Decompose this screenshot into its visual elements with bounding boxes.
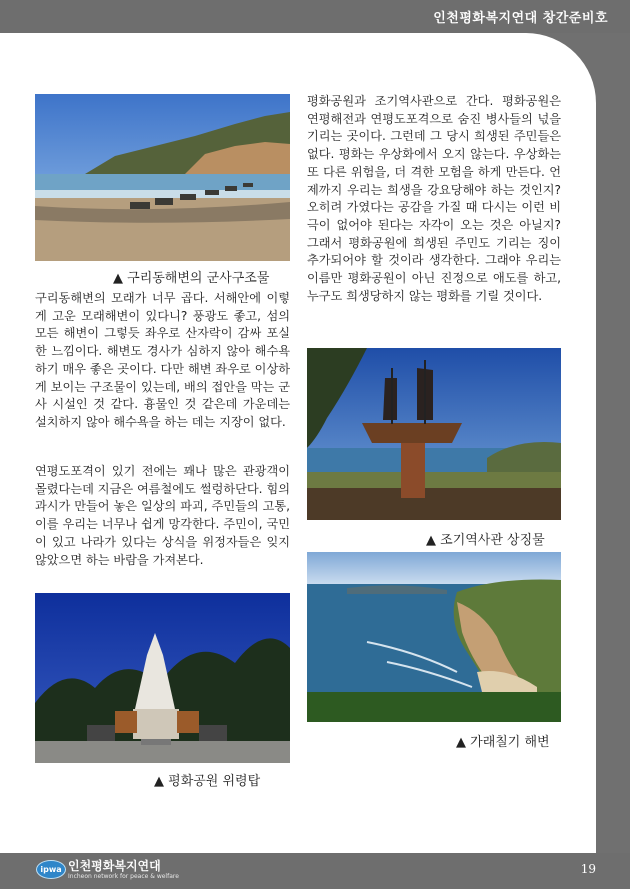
paragraph-tourism-reflection: 연평도포격이 있기 전에는 꽤나 많은 관광객이 몰렸다는데 지금은 여름철에도 썰렁하단다. 힘의 과시가 만들어 놓은 일상의 파괴, 주민들의 고통, 이를 우리는 너무나 쉽게 망각한다. 주민이, 국민이 있고 나라가 있다는 상식을 위정자들은 잊지 않았으면 하는 바람을 가져본다. [35,464,290,567]
photo-peace-park-memorial [35,593,290,763]
photo-croaker-museum-symbol [307,348,561,520]
photo-beach-military-structures [35,94,290,261]
caption-croaker-museum-symbol: ▲ 조기역사관 상징물 [426,533,545,548]
caption-peace-park-memorial: ▲ 평화공원 위령탑 [154,774,261,789]
footer-organization-name-en: Incheon network for peace & welfare [68,873,179,880]
paragraph-beach-description: 구리동해변의 모래가 너무 곱다. 서해안에 이렇게 고운 모래해변이 있다니? 풍광도 좋고, 섬의 모든 해변이 그렇듯 좌우로 산자락이 감싸 포실한 느낌이다. 해변도 경사가 심하지 않아 해수욕하기 매우 좋은 곳이다. 다만 해변 좌우로 이상하게 보이는 구조물이 있는데, 배의 접안을 막는 군사 시설인 것 같다. 흉물인 것 같은데 가운데는 설치하지 않아 해수욕을 하는 데는 지장이 없다. [35,291,290,429]
caption-garae-chilgi-beach: ▲ 가래칠기 해변 [456,735,550,750]
footer-organization-name: 인천평화복지연대 [68,859,161,873]
page-number: 19 [580,862,596,876]
paragraph-peace-park-reflection: 평화공원과 조기역사관으로 간다. 평화공원은 연평해전과 연평도포격으로 숨진 병사들의 넋을 기리는 곳이다. 그런데 그 당시 희생된 주민들은 없다. 평화는 우상화에서 오지 않는다. 우상화는 또 다른 위험을, 더 격한 모험을 하게 만든다. 언제까지 우리는 희생을 강요당해야 하는 것인지? 오히려 가였다는 공감을 가질 때 다시는 이런 비극이 없어야 된다는 자각이 오는 것은 아닐지? 그래서 평화공원에 희생된 주민도 기리는 징이 추가되어야 할 것이라 생각한다. 그래야 우리는 이름만 평화공원이 아닌 진정으로 애도를 하고, 누구도 희생당하지 않는 평화를 기릴 것이다. [307,94,561,303]
organization-logo-icon: ipwa [36,860,66,879]
caption-beach-military-structures: ▲ 구리동해변의 군사구조물 [113,271,270,286]
photo-garae-chilgi-beach [307,552,561,722]
publication-title: 인천평화복지연대 창간준비호 [433,11,608,26]
